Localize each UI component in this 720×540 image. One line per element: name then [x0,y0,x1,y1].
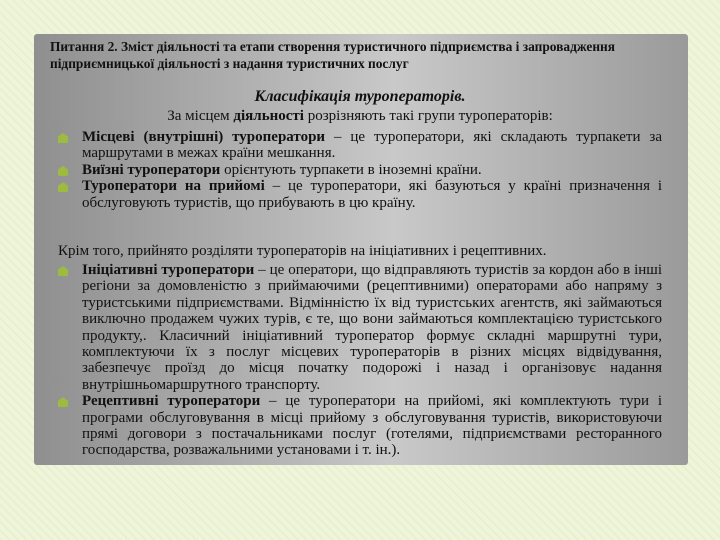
bullet-icon [58,133,68,143]
intro-line [0,108,720,125]
bullet-icon [58,266,68,276]
intro-suffix: розрізняють такі групи туроператорів: [303,108,553,124]
item-term: Ініціативні туроператори [82,262,255,278]
list-item [58,129,662,162]
slide-heading: Питання 2. Зміст діяльності та етапи створення туристичного підприємства і запровадження підприємницької діяльності з надання туристичних послуг [50,39,616,71]
item-term: Туроператори на прийомі [82,178,265,195]
item-text: орієнтують турпакети в іноземні країни. [220,161,482,178]
bullet-icon [58,166,68,176]
item-term: Місцеві (внутрішні) туроператори [82,129,326,145]
item-text: – це туроператори на прийомі, які комплектують тури і програми обслуговування в місці прийому з обслуговування туристів, використовуючи прямі договори з постачальниками послуг (готелями, підприємствами ресторанного господарства, розважальними установами і т. ін.). [82,393,662,459]
item-text: – це туроператори, які складають турпакети за маршрутами в межах країни мешкання. [82,129,662,162]
list-item [58,162,662,178]
bullet-icon [58,397,68,407]
intro-prefix: За місцем [167,108,234,124]
bullet-icon [58,182,68,192]
item-text: – це оператори, що відправляють туристів за кордон або в інші регіони за домовленістю з приймаючими (рецептивними) операторами або напряму з туристськими підприємствами. Відмінністю їх від туристських агентств, які займаються виключно продажем чужих турів, є те, що вони займаються комплектацією туристського продукту,. Класичний ініціативний туроператор формує складні маршрутні тури, комплектуючи їх з послуг місцевих туроператорів в різних місцях відвідування, забезпечує проїзд до місця початку подорожі і назад і організовує надання внутрішньомаршрутного транспорту. [82,262,662,393]
list-item [58,393,662,459]
item-term: Виїзні туроператори [82,161,221,178]
item-term: Рецептивні туроператори [82,393,261,410]
initiative-receptive-list [58,262,662,459]
list-item [58,262,662,393]
list-item [58,178,662,211]
extra-paragraph: Крім того, прийнято розділяти туроператорів на ініціативних і рецептивних. [58,243,547,259]
operator-types-list [58,129,662,211]
classification-title: Класифікація туроператорів. [254,88,466,105]
item-text: – це туроператори, які базуються у країні призначення і обслуговують туристів, що прибувають в цю країну. [82,178,663,211]
intro-bold: діяльності [233,108,304,124]
